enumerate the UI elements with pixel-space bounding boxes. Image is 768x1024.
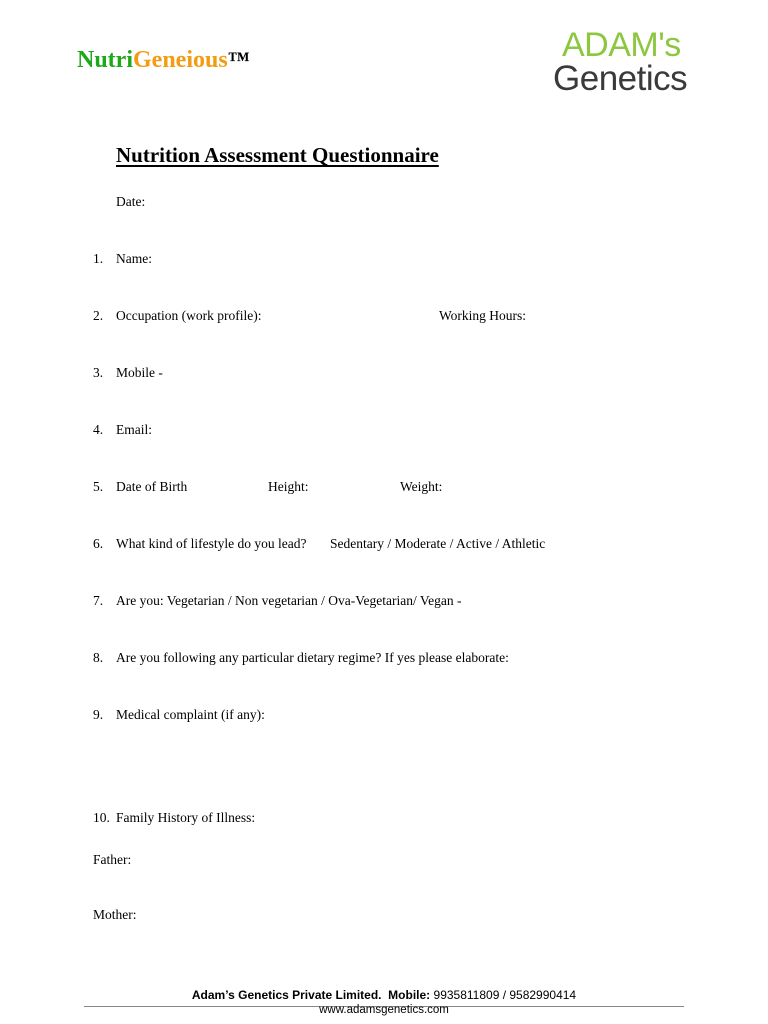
question-medical-label: Medical complaint (if any): [116,707,265,722]
footer-mobile-label: Mobile: [388,988,431,1002]
brand-part-geneious: Geneious [133,47,228,73]
question-number: 7. [93,593,104,608]
date-label: Date: [116,194,146,209]
footer-website: www.adamsgenetics.com [319,1004,449,1016]
question-number: 1. [93,251,104,266]
footer-mobile-numbers: 9935811809 / 9582990414 [433,988,577,1002]
weight-label: Weight: [400,479,443,494]
logo-line-genetics: Genetics [553,59,688,98]
question-dob-label: Date of Birth [116,479,188,494]
question-number: 8. [93,650,104,665]
question-name-label: Name: [116,251,152,266]
question-number: 5. [93,479,104,494]
question-email-label: Email: [116,422,152,437]
question-mobile-label: Mobile - [116,365,163,380]
trademark-symbol: ™ [227,47,250,72]
question-occupation-label: Occupation (work profile): [116,308,262,323]
nutrigeneious-brand [77,44,250,76]
question-number: 3. [93,365,104,380]
brand-part-nutri: Nutri [77,47,133,73]
question-dietary-regime-label: Are you following any particular dietary regime? If yes please elaborate: [116,650,509,665]
footer-company: Adam’s Genetics Private Limited. [191,988,382,1002]
question-number: 2. [93,308,104,323]
lifestyle-options: Sedentary / Moderate / Active / Athletic [330,536,546,551]
question-diet-type-label: Are you: Vegetarian / Non vegetarian / Ova-Vegetarian/ Vegan - [116,593,462,608]
question-number: 10. [93,810,110,825]
question-number: 4. [93,422,104,437]
father-label: Father: [93,852,132,867]
adams-genetics-logo [553,26,713,100]
working-hours-label: Working Hours: [439,308,527,323]
footer-contact [0,988,768,1002]
question-number: 6. [93,536,104,551]
height-label: Height: [268,479,309,494]
logo-line-adams: ADAM's [562,26,681,64]
question-number: 9. [93,707,104,722]
mother-label: Mother: [93,907,137,922]
page-title: Nutrition Assessment Questionnaire [116,143,439,167]
question-family-history-label: Family History of Illness: [116,810,256,825]
question-lifestyle-label: What kind of lifestyle do you lead? [116,536,307,551]
